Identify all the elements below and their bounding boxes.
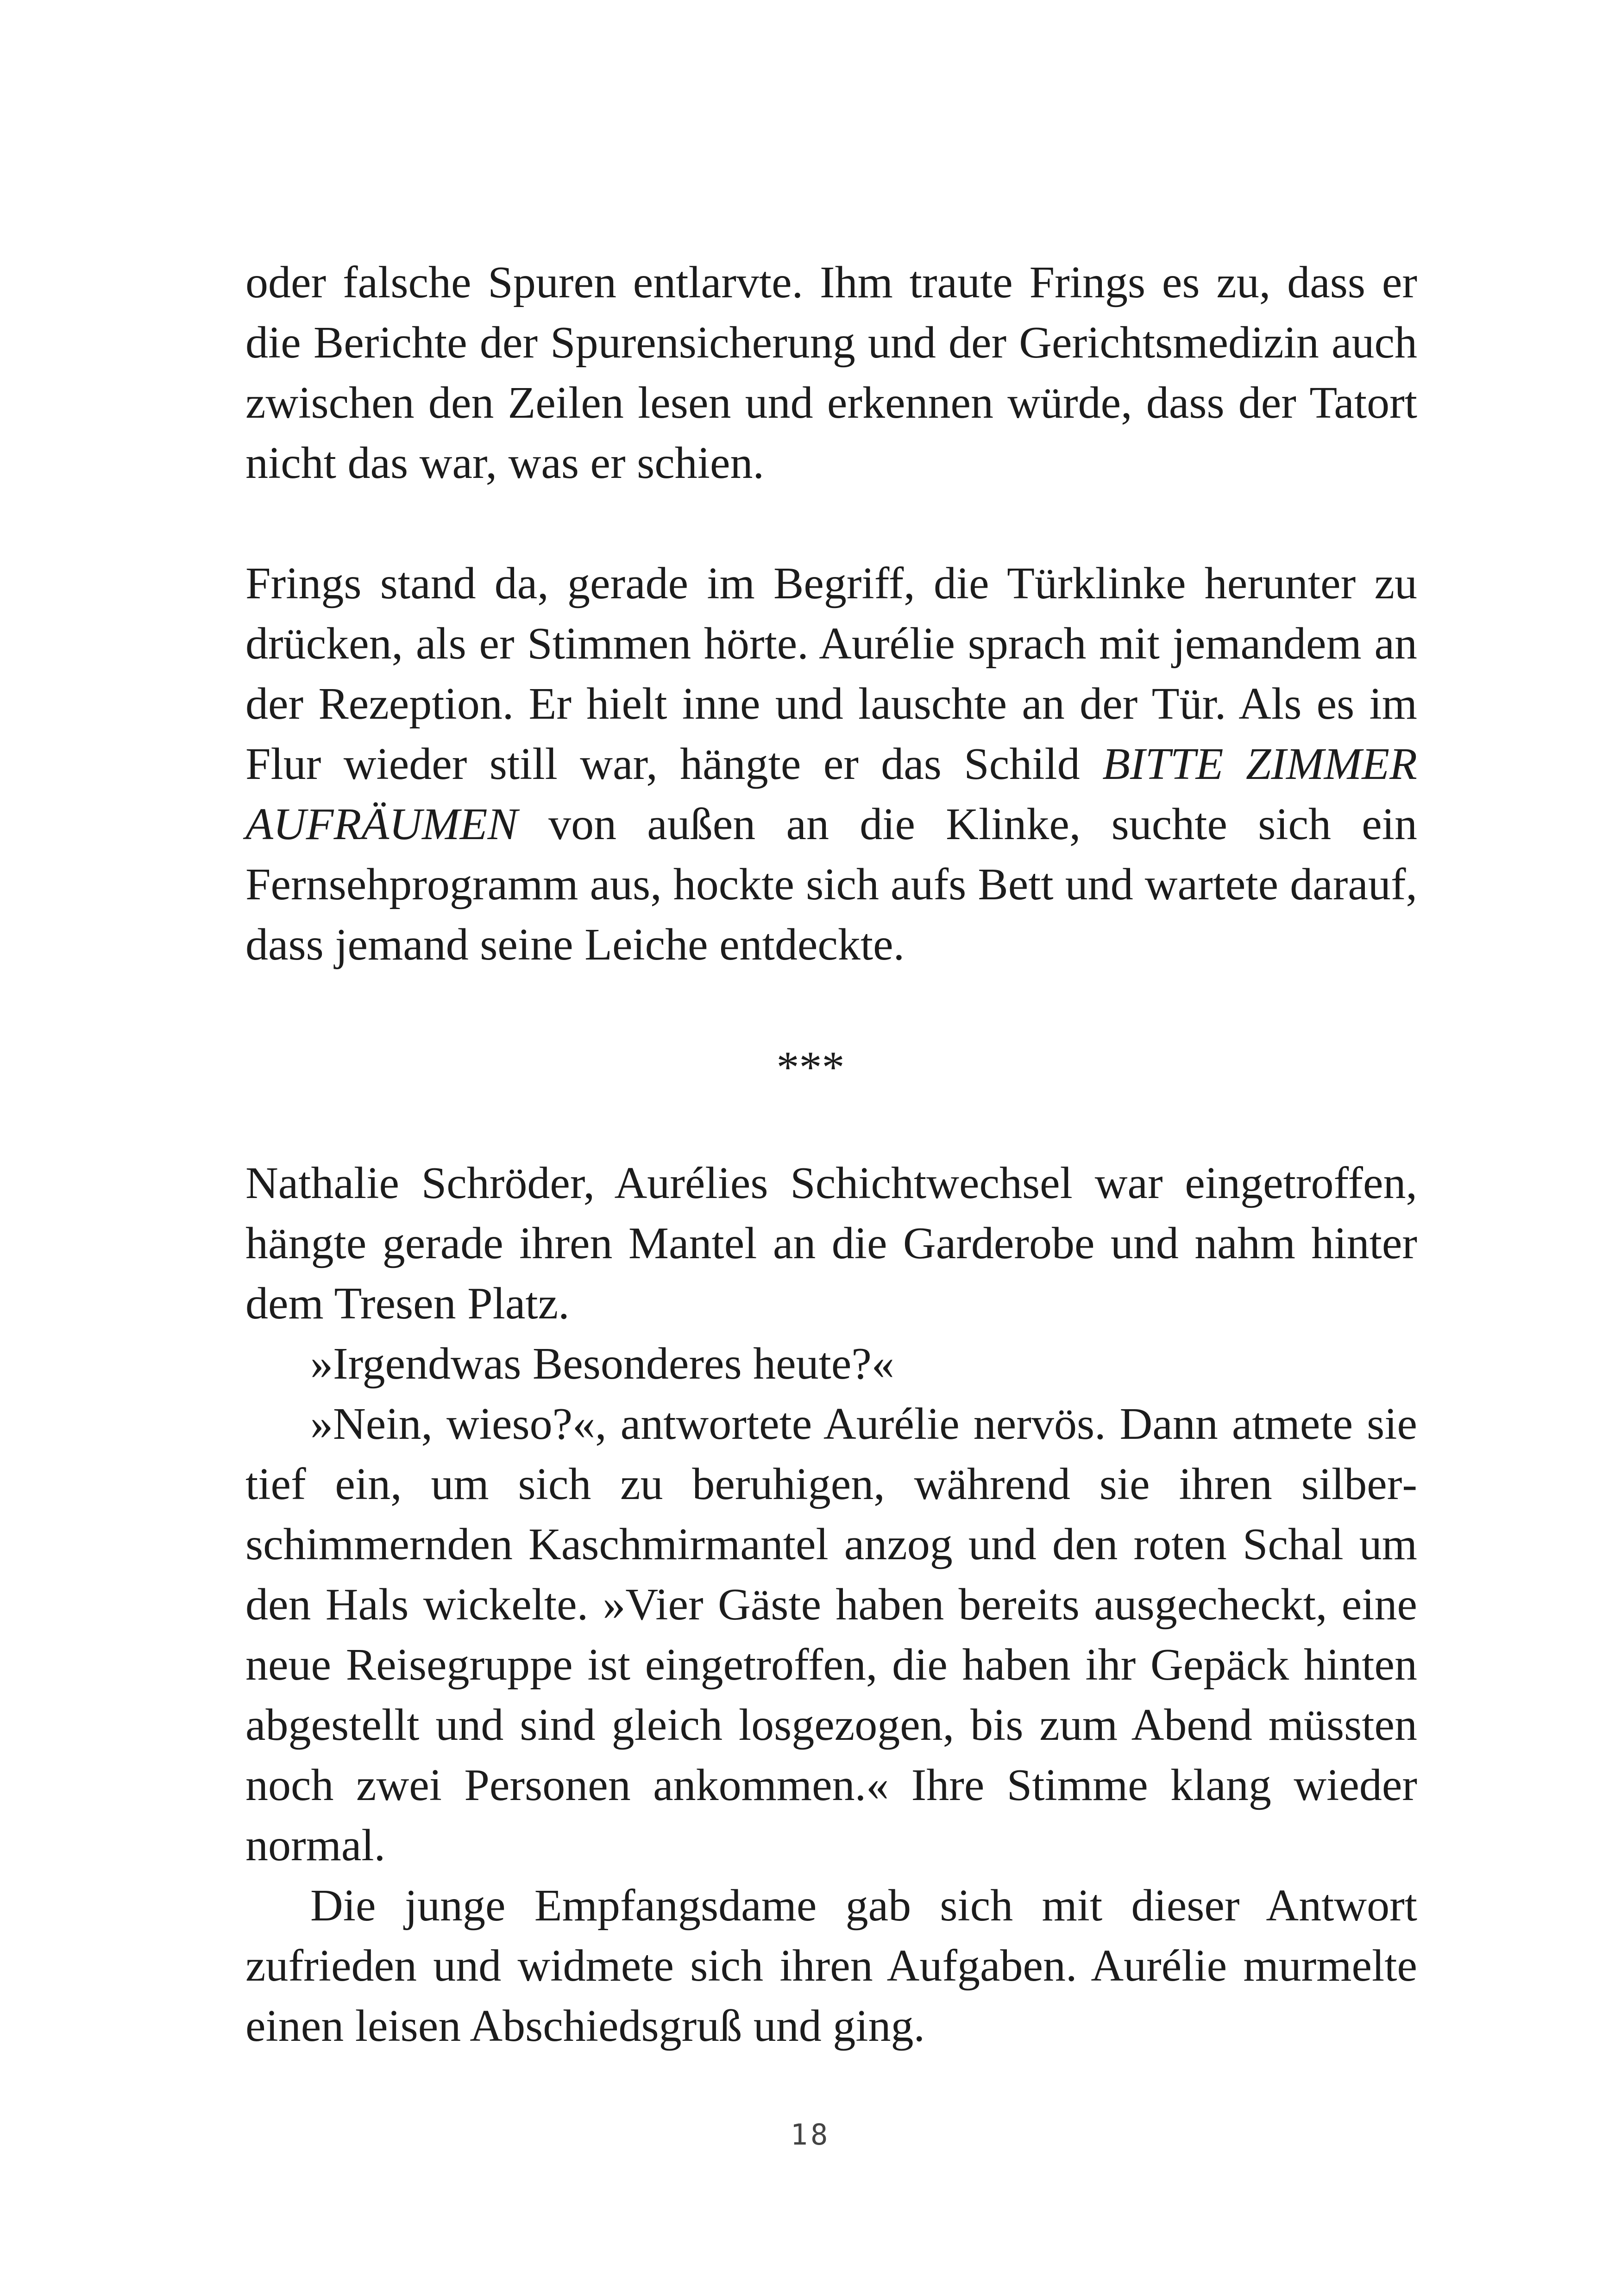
- body-paragraph: oder falsche Spuren entlarvte. Ihm traute Frings es zu, dass er die Berichte der Spurensicherung und der Gerichtsmedizin auch zwischen den Zeilen lesen und erkennen würde, dass der Tatort nicht das war, was er schien.: [245, 257, 1417, 488]
- page-number: 18: [790, 2118, 831, 2152]
- paragraph-block-3: [245, 1153, 1417, 2056]
- sign-text-italic: BITTE ZIMMER AUFRÄUMEN: [245, 739, 1417, 849]
- paragraph-block-1: [245, 252, 1417, 493]
- dialogue-paragraph: »Irgendwas Besonderes heute?«: [310, 1339, 894, 1389]
- body-paragraph: Nathalie Schröder, Aurélies Schichtwechsel war eingetroffen, hängte gerade ihren Mantel an die Garderobe und nahm hinter dem Tresen Platz.: [245, 1158, 1417, 1329]
- body-paragraph: [245, 553, 1417, 975]
- paragraph-block-2: [245, 553, 1417, 975]
- dialogue-paragraph: »Nein, wieso?«, antwortete Aurélie nervös. Dann atmete sie tief ein, um sich zu beruhigen, während sie ihren silberschimmernden Kaschmirmantel anzog und den roten Schal um den Hals wickelte. »Vier Gäste haben bereits ausgecheckt, eine neue Reisegruppe ist eingetroffen, die haben ihr Gepäck hinten abgestellt und sind gleich losgezogen, bis zum Abend müssten noch zwei Personen ankommen.« Ihre Stimme klang wieder normal.: [245, 1399, 1417, 1870]
- section-separator: ***: [776, 1042, 845, 1092]
- paragraph-text: Frings stand da, gerade im Begriff, die Türklinke herunter zu drücken, als er Stimmen hörte. Aurélie sprach mit jemandem an der Rezeption. Er hielt inne und lauschte an der Tür. Als es im Flur wieder still war, hängte er das Schild: [245, 558, 1417, 789]
- paragraph-text: von außen an die Klinke, suchte sich ein Fernsehprogramm aus, hockte sich aufs Bett und wartete darauf, dass jemand seine Leiche entdeckte.: [245, 799, 1417, 970]
- body-paragraph: Die junge Empfangsdame gab sich mit dieser Antwort zufrieden und widmete sich ihren Aufgaben. Aurélie murmelte einen leisen Abschiedsgruß und ging.: [245, 1881, 1417, 2051]
